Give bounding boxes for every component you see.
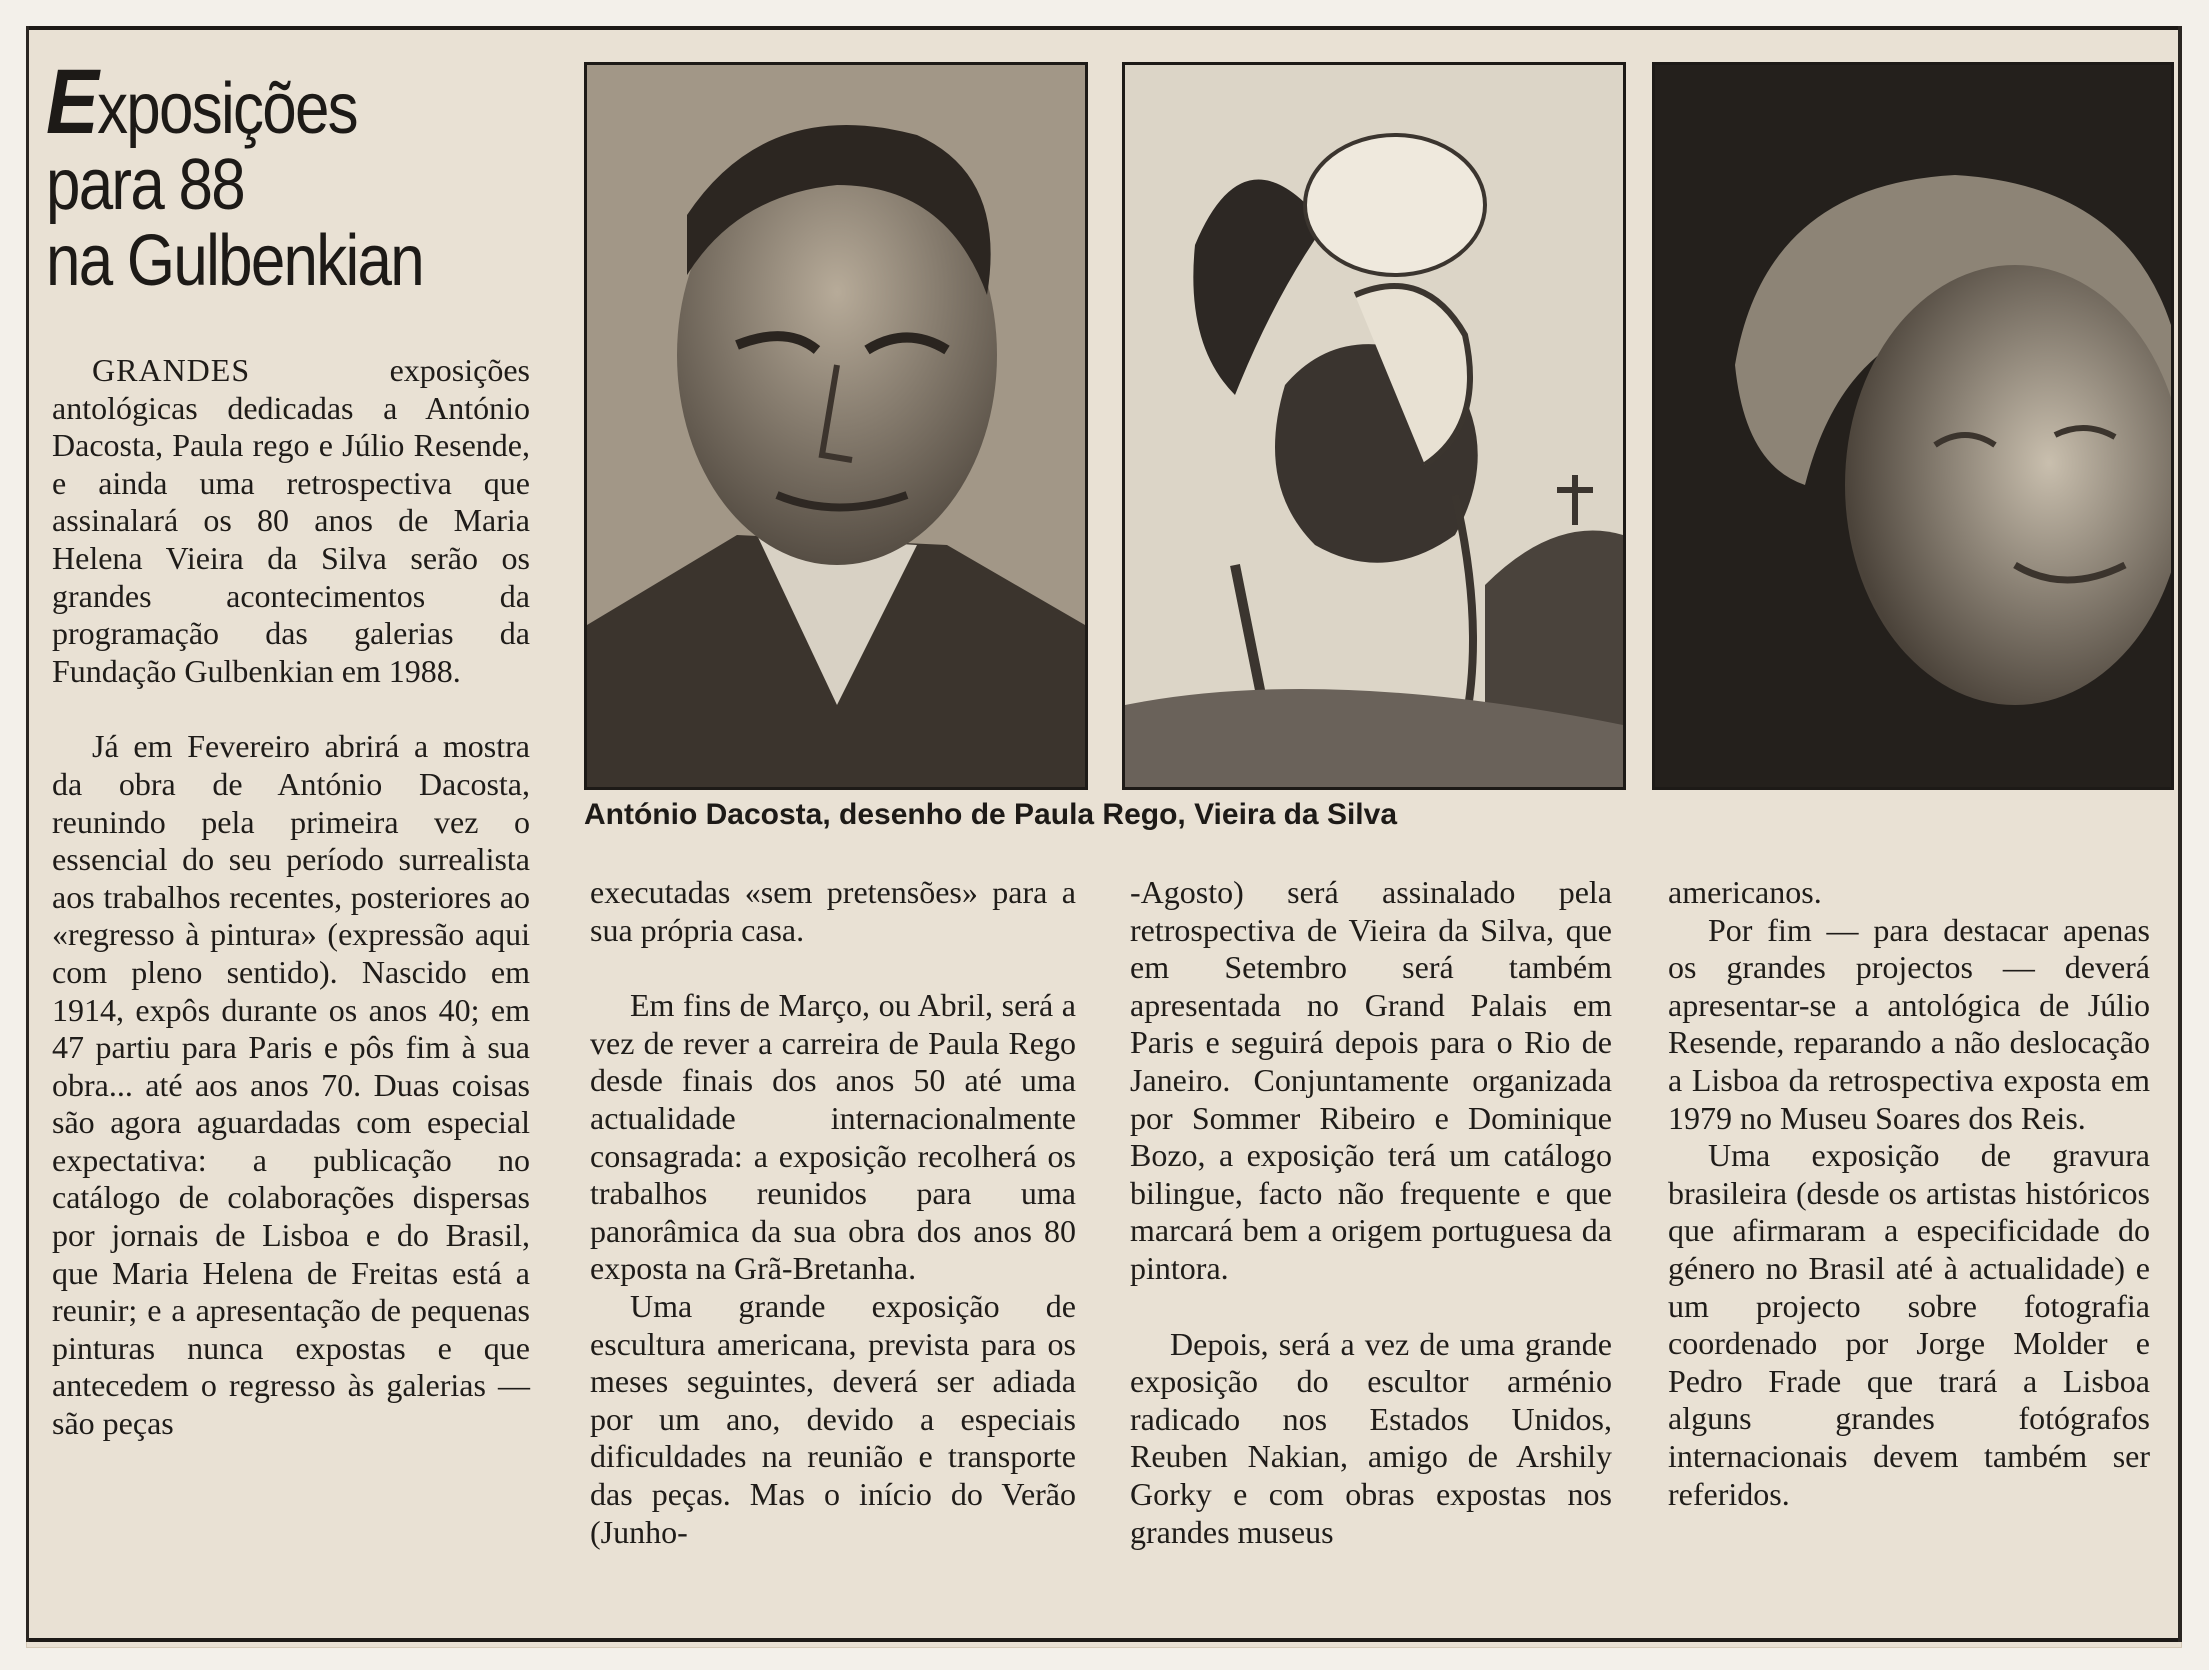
col1-paragraph-2: Já em Fevereiro abrirá a mostra da obra de António Dacosta, reunindo pela primeira vez o essencial do seu período surrealista aos trabalhos recentes, posteriores ao «regresso à pintura» (expressão aqui com pleno sentido). Nascido em 1914, expôs durante os anos 40; em 47 partiu para Paris e pôs fim à sua obra... até aos anos 70. Duas coisas são agora aguardadas com especial expectativa: a publicação no catálogo de colaborações dispersas por jornais de Lisboa e do Brasil, que Maria Helena de Freitas está a reunir; e a apresentação de pequenas pinturas nunca expostas e que antecedem o regresso às galerias — são peças (52, 728, 530, 1442)
col4-paragraph-2: Por fim — para destacar apenas os grandes projectos — deverá apresentar-se a antológica de Júlio Resende, reparando a não deslocação a Lisboa da retrospectiva exposta em 1979 no Museu Soares dos Reis. (1668, 911, 2150, 1136)
photo-portrait-woman-icon (1655, 65, 2171, 787)
column-2 (590, 874, 1076, 1551)
left-rule (26, 26, 29, 1642)
photo-antonio-dacosta (584, 62, 1088, 790)
photo-vieira-da-silva (1652, 62, 2174, 790)
col4-paragraph-1: americanos. (1668, 874, 1822, 910)
col2-paragraph-2: Em fins de Março, ou Abril, será a vez de rever a carreira de Paula Rego desde finais dos anos 50 até uma actualidade internacionalmente consagrada: a exposição recolherá os trabalhos reunidos para uma panorâmica da sua obra dos anos 80 exposta na Grã-Bretanha. (590, 987, 1076, 1287)
col3-paragraph-2: Depois, será a vez de uma grande exposição do escultor arménio radicado nos Estados Unidos, Reuben Nakian, amigo de Arshily Gorky e com obras expostas nos grandes museus (1130, 1325, 1612, 1550)
bottom-rule (26, 1638, 2182, 1642)
col1-paragraph-1-text: exposições antológicas dedicadas a António Dacosta, Paula rego e Júlio Resende, e ainda uma retrospectiva que assinalará os 80 anos de Maria Helena Vieira da Silva serão os grandes acontecimentos da programação das galerias da Fundação Gulbenkian em 1988. (52, 352, 530, 689)
photo-portrait-man-icon (587, 65, 1085, 787)
top-rule (26, 26, 2182, 30)
right-rule (2178, 26, 2182, 1642)
column-4 (1668, 874, 2150, 1513)
headline-line-3: na Gulbenkian (46, 221, 423, 301)
headline-line-2: para 88 (46, 145, 244, 225)
drawing-illustration-icon (1125, 65, 1623, 787)
col2-paragraph-3: Uma grande exposição de escultura americana, prevista para os meses seguintes, deverá ser adiada por um ano, devido a especiais dificuldades na reunião e transporte das peças. Mas o início do Verão (Junho- (590, 1287, 1076, 1550)
headline-line-1-rest: xposições (97, 69, 357, 149)
col4-paragraph-3: Uma exposição de gravura brasileira (desde os artistas históricos que afirmaram a especificidade do género no Brasil até à actualidade) e um projecto sobre fotografia coordenado por Jorge Molder e Pedro Frade que trará a Lisboa alguns grandes fotógrafos internacionais devem também ser referidos. (1668, 1137, 2150, 1512)
lead-word: GRANDES (92, 352, 251, 388)
col1-paragraph-1 (52, 352, 530, 690)
headline (46, 51, 493, 301)
headline-drop-cap: E (46, 51, 98, 153)
drawing-paula-rego (1122, 62, 1626, 790)
photo-caption: António Dacosta, desenho de Paula Rego, Vieira da Silva (584, 798, 1398, 831)
col2-paragraph-1: executadas «sem pretensões» para a sua própria casa. (590, 874, 1076, 948)
col3-paragraph-1: -Agosto) será assinalado pela retrospectiva de Vieira da Silva, que em Setembro será também apresentada no Grand Palais em Paris e seguirá depois para o Rio de Janeiro. Conjuntamente organizada por Sommer Ribeiro e Dominique Bozo, a exposição terá um catálogo bilingue, facto não frequente e que marcará bem a origem portuguesa da pintora. (1130, 874, 1612, 1286)
column-3 (1130, 874, 1612, 1551)
column-1 (52, 352, 530, 1443)
headline-line-1 (46, 51, 493, 153)
